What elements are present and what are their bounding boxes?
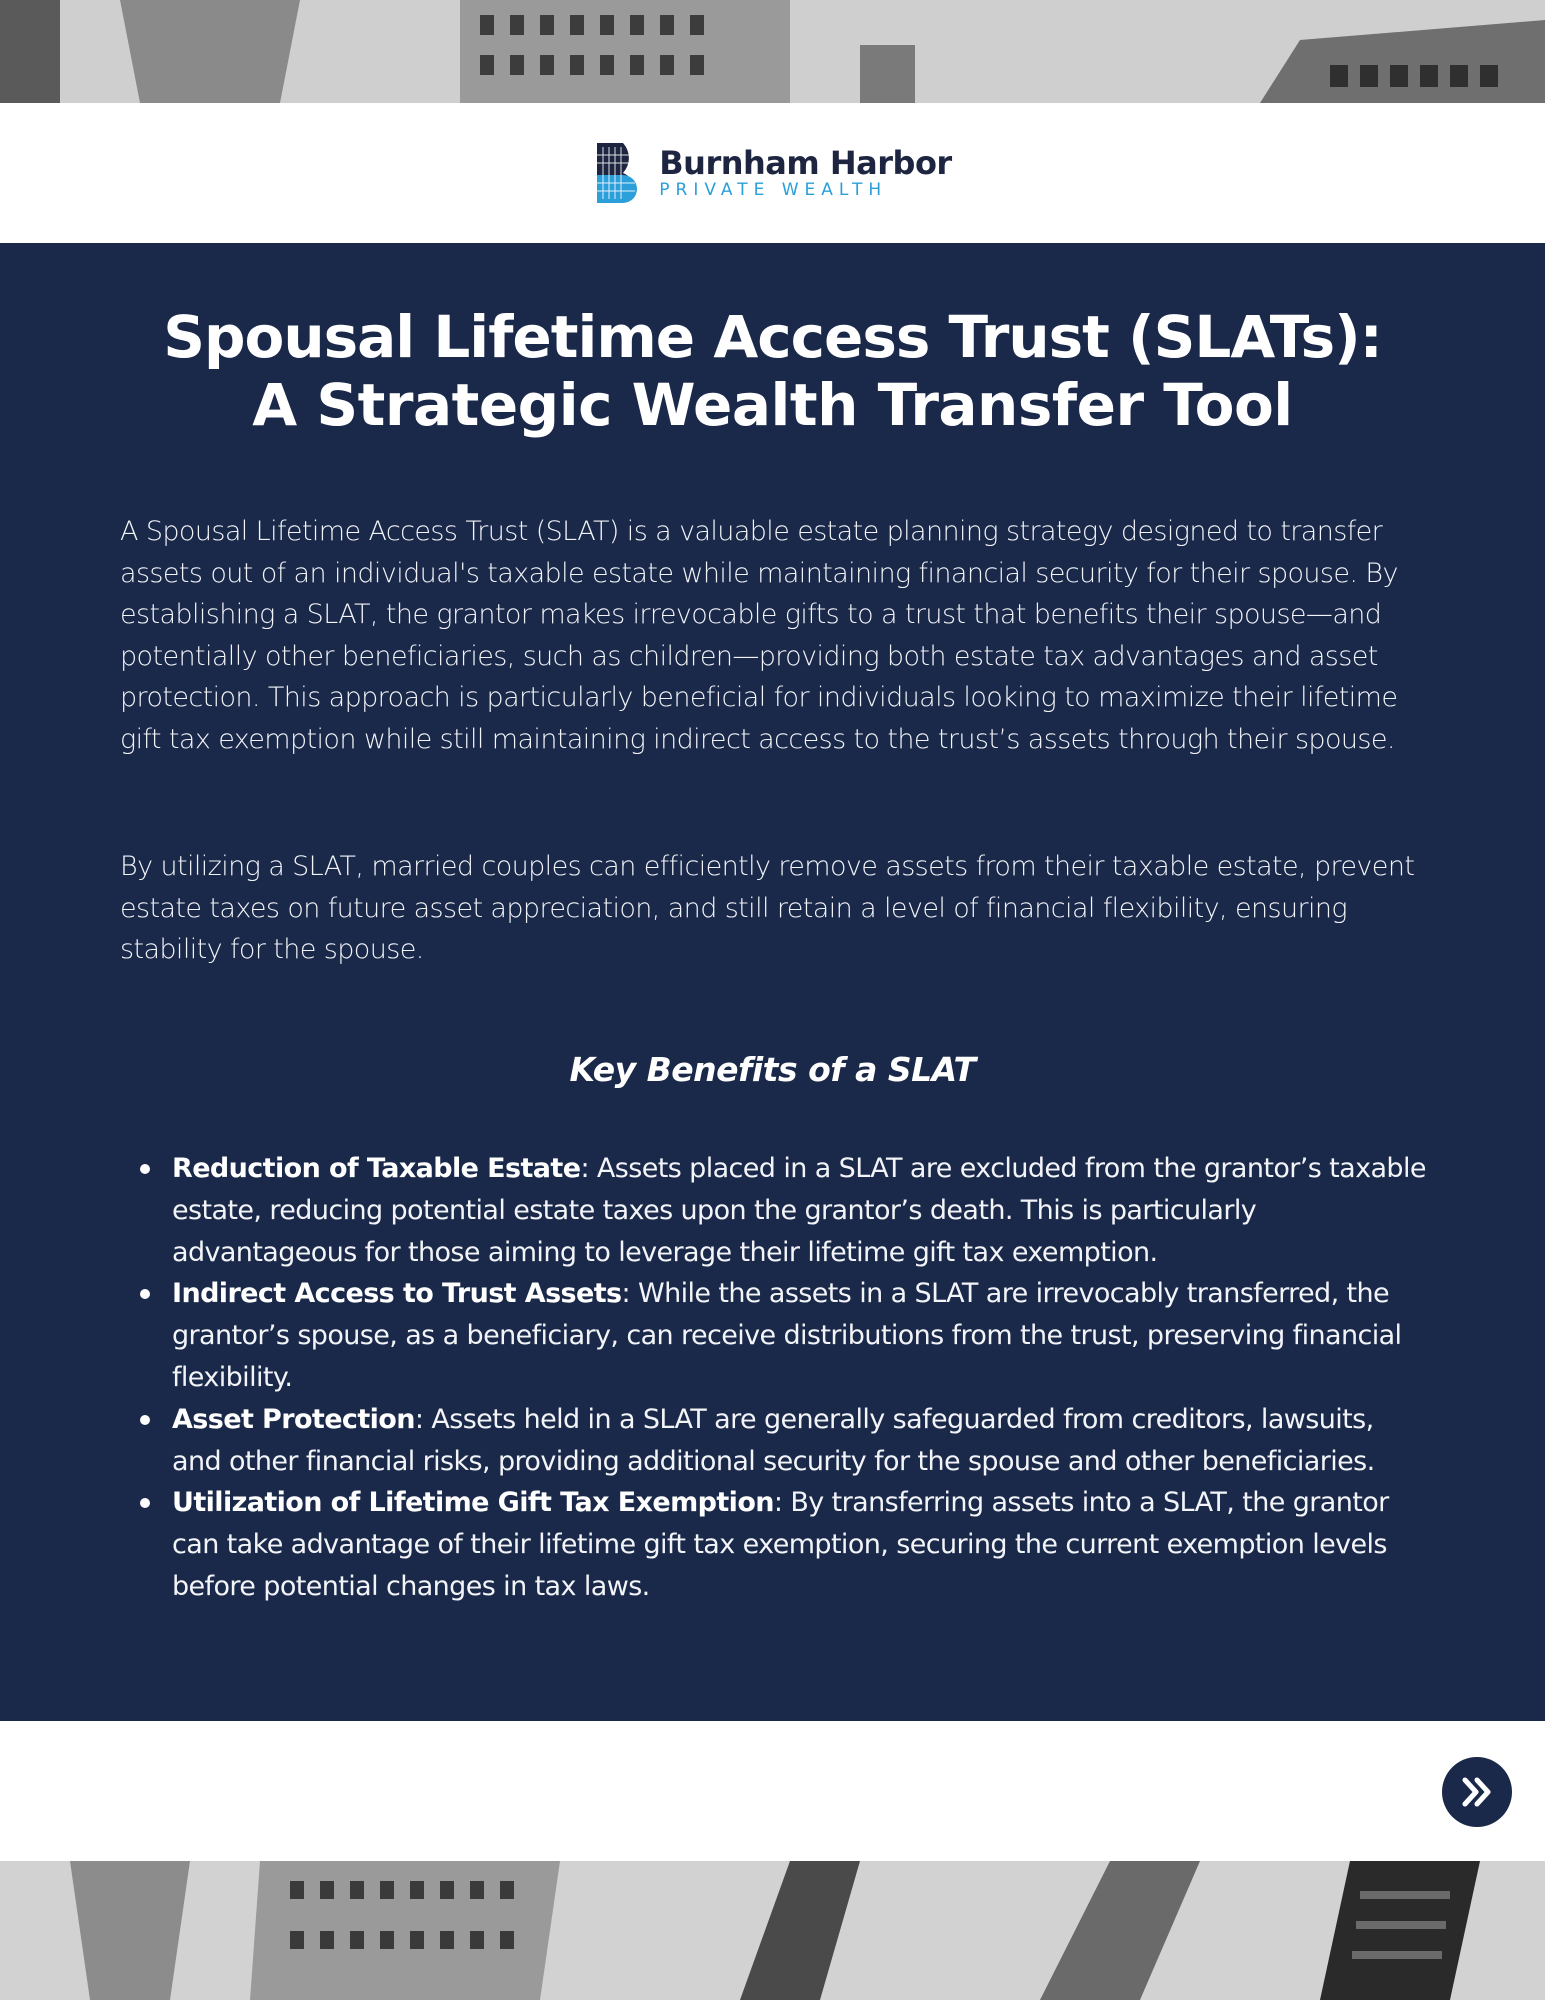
benefits-heading: Key Benefits of a SLAT (569, 1050, 976, 1089)
summary-paragraph: By utilizing a SLAT, married couples can efficiently remove assets from their taxable estate, prevent estate taxes on future asset appreciation, and still retain a level of financial flexibility, ensuring stability for the spouse. (120, 851, 1415, 965)
list-item (140, 1482, 1430, 1607)
bullet-icon (140, 1415, 150, 1425)
page-title: Spousal Lifetime Access Trust (SLATs): (163, 303, 1382, 371)
benefit-title: Utilization of Lifetime Gift Tax Exemption (172, 1487, 774, 1519)
bullet-icon (140, 1164, 150, 1174)
page-subtitle: A Strategic Wealth Transfer Tool (252, 371, 1293, 439)
benefits-list (140, 1148, 1430, 1608)
top-photo-banner (0, 0, 1545, 103)
double-chevron-right-icon (1457, 1772, 1497, 1812)
bottom-photo-banner (0, 1861, 1545, 2000)
skyline-photo (0, 0, 1545, 103)
benefit-text: : Assets placed in a SLAT are excluded from the grantor’s taxable estate, reducing potential estate taxes upon the grantor’s death. This is particularly advantageous for those aiming to leverage their lifetime gift tax exemption. (172, 1153, 1426, 1268)
intro-paragraph: A Spousal Lifetime Access Trust (SLAT) is a valuable estate planning strategy designed to transfer assets out of an individual's taxable estate while maintaining financial security for their spouse. By establishing a SLAT, the grantor makes irrevocable gifts to a trust that benefits their spouse—and potentially other beneficiaries, such as children—providing both estate tax advantages and asset protection. This approach is particularly beneficial for individuals looking to maximize their lifetime gift tax exemption while still maintaining indirect access to the trust’s assets through their spouse. (120, 516, 1398, 755)
list-item (140, 1399, 1430, 1483)
skyline-photo (0, 1861, 1545, 2000)
content-panel (0, 243, 1545, 1721)
benefit-title: Indirect Access to Trust Assets (172, 1278, 622, 1310)
bullet-icon (140, 1498, 150, 1508)
benefit-title: Reduction of Taxable Estate (172, 1153, 581, 1184)
list-item (140, 1273, 1430, 1398)
brand-tagline: PRIVATE WEALTH (659, 180, 888, 200)
benefit-text: : While the assets in a SLAT are irrevocably transferred, the grantor’s spouse, as a beneficiary, can receive distributions from the trust, preserving financial flexibility. (172, 1278, 1402, 1393)
bullet-icon (140, 1289, 150, 1299)
brand-name: Burnham Harbor (659, 144, 952, 182)
next-page-button[interactable] (1442, 1757, 1512, 1827)
header (0, 103, 1545, 243)
list-item (140, 1148, 1430, 1273)
benefit-text: : Assets held in a SLAT are generally safeguarded from creditors, lawsuits, and other financial risks, providing additional security for the spouse and other beneficiaries. (172, 1403, 1375, 1477)
burnham-harbor-logo-icon (593, 141, 649, 205)
benefit-title: Asset Protection (172, 1403, 415, 1435)
benefit-text: : By transferring assets into a SLAT, the grantor can take advantage of their lifetime gift tax exemption, securing the current exemption levels before potential changes in tax laws. (172, 1487, 1389, 1602)
brand-logo[interactable] (593, 141, 951, 205)
